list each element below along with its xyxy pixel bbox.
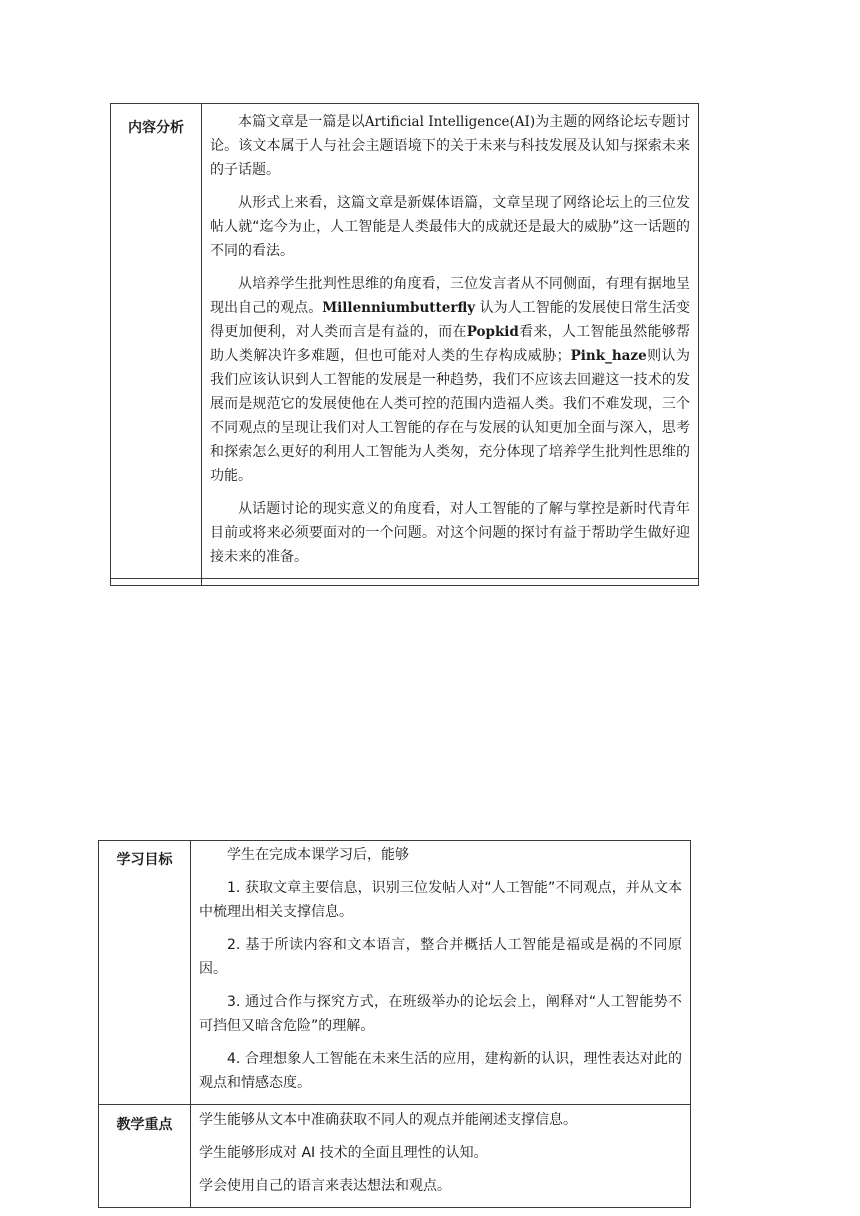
key-point-item: 学生能够从文本中准确获取不同人的观点并能阐述支撑信息。 xyxy=(199,1112,577,1128)
key-points-body xyxy=(191,1105,691,1208)
key-point-item: 学生能够形成对 AI 技术的全面且理性的认知。 xyxy=(199,1145,488,1161)
content-analysis-body xyxy=(202,104,699,579)
content-analysis-paragraph-4: 从话题讨论的现实意义的角度看，对人工智能的了解与掌控是新时代青年目前或将来必须要面对的一个问题。对这个问题的探讨有益于帮助学生做好迎接未来的准备。 xyxy=(210,501,690,565)
poster-name: Millenniumbutterfly xyxy=(322,300,476,316)
learning-goal-item: 2. 基于所读内容和文本语言，整合并概括人工智能是福或是祸的不同原因。 xyxy=(199,937,682,977)
content-analysis-paragraph-1 xyxy=(210,110,690,182)
content-analysis-row xyxy=(111,104,699,579)
content-analysis-table xyxy=(110,103,699,586)
text-segment: 认为人工智能的发展使日常生活变得更加便利，对人类而言是有益的，而在 xyxy=(210,300,690,340)
table-cell xyxy=(202,579,699,586)
learning-goal-item: 1. 获取文章主要信息，识别三位发帖人对“人工智能”不同观点，并从文本中梳理出相关支撑信息。 xyxy=(199,880,682,920)
english-term: Artificial Intelligence(AI) xyxy=(364,114,536,130)
poster-name: Popkid xyxy=(466,324,519,340)
learning-goals-label: 学习目标 xyxy=(99,841,191,1105)
table-cell xyxy=(111,579,202,586)
learning-goals-row xyxy=(99,841,691,1105)
key-point-item: 学会使用自己的语言来表达想法和观点。 xyxy=(199,1178,451,1194)
key-points-label: 教学重点 xyxy=(99,1105,191,1208)
text-segment: 则认为我们应该认识到人工智能的发展是一种趋势，我们不应该去回避这一技术的发展而是规范它的发展使他在人类可控的范围内造福人类。我们不难发现，三个不同观点的呈现让我们对人工智能的存在与发展的认知更加全面与深入，思考和探索怎么更好的利用人工智能为人类匆，充分体现了培养学生批判性思维的功能。 xyxy=(210,348,691,484)
key-points-row xyxy=(99,1105,691,1208)
learning-goal-item: 3. 通过合作与探究方式，在班级举办的论坛会上，阐释对“人工智能势不可挡但又暗含危险”的理解。 xyxy=(199,994,682,1034)
content-analysis-paragraph-2: 从形式上来看，这篇文章是新媒体语篇，文章呈现了网络论坛上的三位发帖人就“迄今为止，人工智能是人类最伟大的成就还是最大的威胁”这一话题的不同的看法。 xyxy=(210,195,690,259)
text-segment: 为主题的网络论坛专题讨论。该文本属于人与社会主题语境下的关于未来与科技发展及认知与探索未来的子话题。 xyxy=(210,114,691,178)
learning-goals-body xyxy=(191,841,691,1105)
learning-goals-intro: 学生在完成本课学习后，能够 xyxy=(227,847,409,863)
goals-table xyxy=(98,840,691,1208)
text-segment: 本篇文章是一篇是以 xyxy=(238,114,365,130)
content-analysis-paragraph-3 xyxy=(210,272,690,488)
text-segment: 从培养学生批判性思维的角度看，三位发言者从不同侧面，有理有据地呈现出自己的观点。 xyxy=(210,276,690,316)
content-analysis-label: 内容分析 xyxy=(111,104,202,579)
learning-goal-item: 4. 合理想象人工智能在未来生活的应用，建构新的认识，理性表达对此的观点和情感态度。 xyxy=(199,1051,682,1091)
text-segment: 看来，人工智能虽然能够帮助人类解决许多难题，但也可能对人类的生存构成威胁； xyxy=(210,324,691,364)
table-continuation-row xyxy=(111,579,699,586)
poster-name: Pink_haze xyxy=(570,348,647,364)
